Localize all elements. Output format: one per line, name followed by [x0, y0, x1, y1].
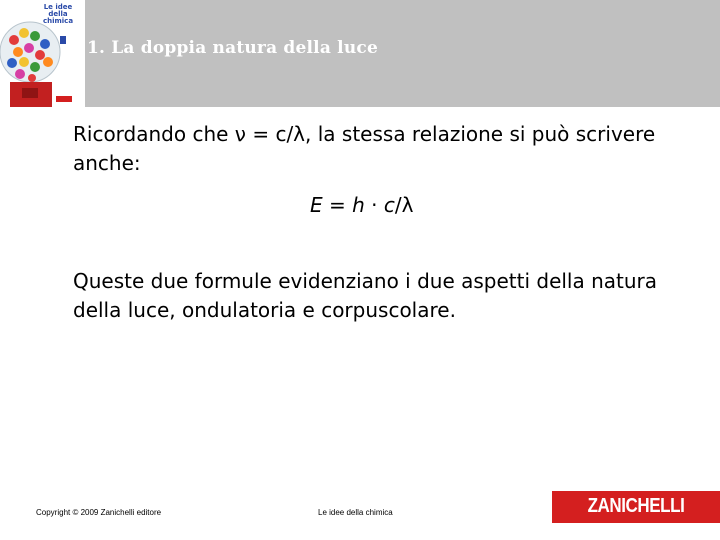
publisher-logo-underline — [552, 522, 720, 523]
cover-book-title: Le idee della chimica — [42, 3, 74, 25]
formula-planck-symbol: h — [352, 193, 365, 217]
footer-copyright: Copyright © 2009 Zanichelli editore — [36, 508, 162, 517]
formula-equals: = — [322, 193, 353, 217]
formula-dot: · — [364, 193, 384, 217]
formula-wavelength: /λ — [394, 193, 414, 217]
energy-formula — [310, 193, 413, 217]
paragraph-dual-nature: Queste due formule evidenziano i due aspetti della natura della luce, ondulatoria e corpuscolare. — [73, 269, 658, 322]
publisher-logo-text: ZANICHELLI — [587, 495, 685, 517]
footer-book-title: Le idee della chimica — [318, 508, 393, 517]
paragraph-wave-relation: Ricordando che ν = c/λ, la stessa relazione si può scrivere anche: — [73, 122, 656, 175]
book-cover-image — [0, 0, 85, 107]
publisher-logo — [552, 491, 720, 522]
formula-energy-symbol: E — [310, 193, 323, 217]
formula-light-speed-symbol: c — [383, 193, 395, 217]
slide-title: 1. La doppia natura della luce — [87, 38, 378, 58]
